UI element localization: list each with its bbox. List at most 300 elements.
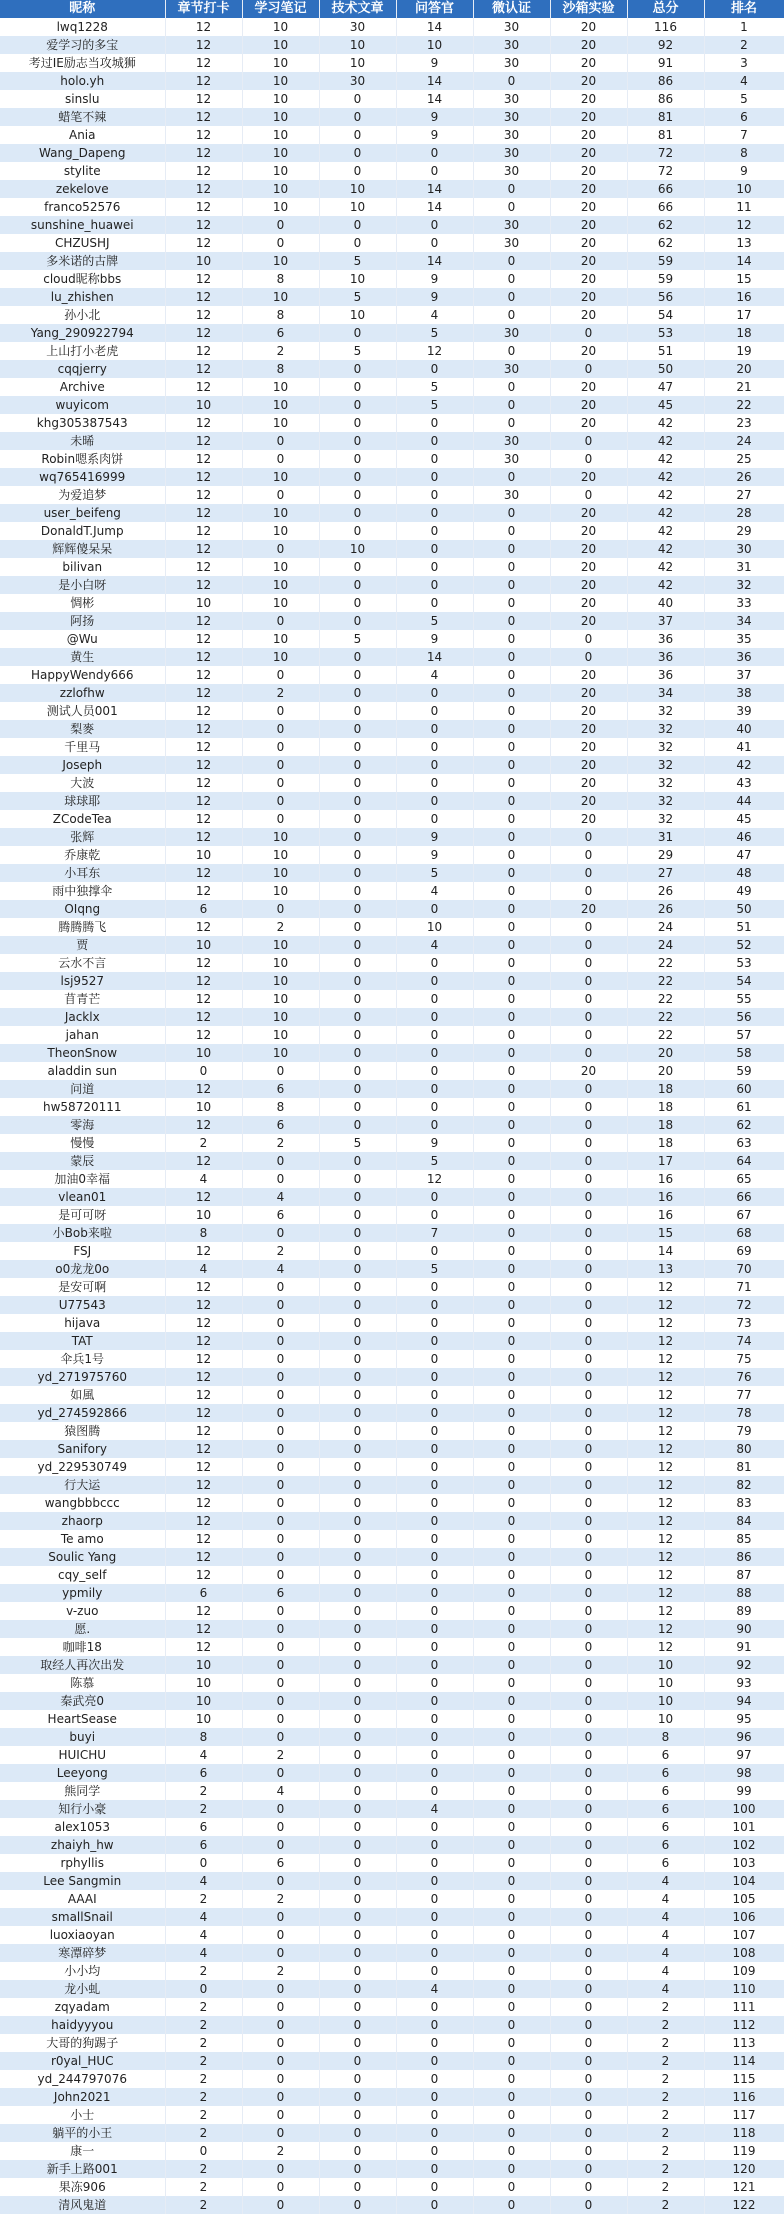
cell-sandbox-lab: 0 xyxy=(550,1098,627,1116)
cell-sandbox-lab: 20 xyxy=(550,774,627,792)
cell-qa-officer: 0 xyxy=(396,234,473,252)
cell-tech-articles: 0 xyxy=(319,774,396,792)
cell-nickname: ypmily xyxy=(0,1584,165,1602)
cell-study-notes: 0 xyxy=(242,756,319,774)
cell-qa-officer: 0 xyxy=(396,1620,473,1638)
cell-qa-officer: 9 xyxy=(396,126,473,144)
cell-nickname: HUICHU xyxy=(0,1746,165,1764)
cell-sandbox-lab: 20 xyxy=(550,522,627,540)
cell-chapter-checkin: 12 xyxy=(165,918,242,936)
cell-sandbox-lab: 0 xyxy=(550,1800,627,1818)
cell-tech-articles: 0 xyxy=(319,1638,396,1656)
cell-tech-articles: 0 xyxy=(319,882,396,900)
cell-total-score: 14 xyxy=(627,1242,704,1260)
table-row xyxy=(0,1314,784,1332)
cell-tech-articles: 0 xyxy=(319,1314,396,1332)
cell-chapter-checkin: 4 xyxy=(165,1908,242,1926)
cell-nickname: aladdin sun xyxy=(0,1062,165,1080)
cell-chapter-checkin: 10 xyxy=(165,846,242,864)
cell-qa-officer: 14 xyxy=(396,90,473,108)
cell-chapter-checkin: 2 xyxy=(165,1998,242,2016)
cell-total-score: 36 xyxy=(627,666,704,684)
table-row xyxy=(0,2196,784,2214)
table-row xyxy=(0,666,784,684)
cell-nickname: 云水不言 xyxy=(0,954,165,972)
cell-nickname: rphyllis xyxy=(0,1854,165,1872)
cell-qa-officer: 0 xyxy=(396,1692,473,1710)
cell-chapter-checkin: 12 xyxy=(165,1404,242,1422)
cell-nickname: 张辉 xyxy=(0,828,165,846)
table-row xyxy=(0,1998,784,2016)
cell-micro-certification: 30 xyxy=(473,144,550,162)
cell-sandbox-lab: 0 xyxy=(550,1278,627,1296)
cell-total-score: 4 xyxy=(627,1944,704,1962)
table-row xyxy=(0,1278,784,1296)
cell-nickname: zhaiyh_hw xyxy=(0,1836,165,1854)
cell-chapter-checkin: 12 xyxy=(165,36,242,54)
cell-sandbox-lab: 0 xyxy=(550,1134,627,1152)
cell-micro-certification: 0 xyxy=(473,1980,550,1998)
cell-tech-articles: 5 xyxy=(319,252,396,270)
cell-sandbox-lab: 20 xyxy=(550,792,627,810)
cell-rank: 67 xyxy=(704,1206,784,1224)
cell-micro-certification: 0 xyxy=(473,396,550,414)
cell-qa-officer: 12 xyxy=(396,342,473,360)
cell-study-notes: 0 xyxy=(242,1224,319,1242)
cell-rank: 122 xyxy=(704,2196,784,2214)
cell-tech-articles: 0 xyxy=(319,972,396,990)
cell-tech-articles: 0 xyxy=(319,90,396,108)
cell-qa-officer: 0 xyxy=(396,1062,473,1080)
cell-nickname: lsj9527 xyxy=(0,972,165,990)
cell-qa-officer: 0 xyxy=(396,2196,473,2214)
cell-sandbox-lab: 0 xyxy=(550,1998,627,2016)
cell-study-notes: 10 xyxy=(242,198,319,216)
cell-total-score: 72 xyxy=(627,162,704,180)
cell-nickname: zqyadam xyxy=(0,1998,165,2016)
cell-nickname: 慢慢 xyxy=(0,1134,165,1152)
cell-chapter-checkin: 12 xyxy=(165,198,242,216)
cell-qa-officer: 9 xyxy=(396,828,473,846)
cell-tech-articles: 0 xyxy=(319,108,396,126)
table-row xyxy=(0,54,784,72)
cell-study-notes: 0 xyxy=(242,2070,319,2088)
cell-study-notes: 0 xyxy=(242,2034,319,2052)
cell-total-score: 72 xyxy=(627,144,704,162)
cell-tech-articles: 0 xyxy=(319,1008,396,1026)
cell-qa-officer: 0 xyxy=(396,1818,473,1836)
cell-qa-officer: 0 xyxy=(396,774,473,792)
cell-sandbox-lab: 20 xyxy=(550,1062,627,1080)
cell-rank: 80 xyxy=(704,1440,784,1458)
cell-chapter-checkin: 2 xyxy=(165,1782,242,1800)
cell-rank: 23 xyxy=(704,414,784,432)
cell-total-score: 2 xyxy=(627,2070,704,2088)
cell-study-notes: 10 xyxy=(242,1026,319,1044)
cell-sandbox-lab: 0 xyxy=(550,1962,627,1980)
cell-rank: 4 xyxy=(704,72,784,90)
cell-qa-officer: 0 xyxy=(396,1278,473,1296)
cell-rank: 43 xyxy=(704,774,784,792)
cell-qa-officer: 5 xyxy=(396,864,473,882)
cell-micro-certification: 0 xyxy=(473,900,550,918)
cell-total-score: 10 xyxy=(627,1674,704,1692)
cell-micro-certification: 0 xyxy=(473,1530,550,1548)
cell-qa-officer: 0 xyxy=(396,1026,473,1044)
cell-rank: 116 xyxy=(704,2088,784,2106)
cell-tech-articles: 0 xyxy=(319,1710,396,1728)
table-row xyxy=(0,1692,784,1710)
cell-chapter-checkin: 10 xyxy=(165,1206,242,1224)
cell-micro-certification: 0 xyxy=(473,1710,550,1728)
table-row xyxy=(0,414,784,432)
cell-rank: 56 xyxy=(704,1008,784,1026)
cell-micro-certification: 0 xyxy=(473,684,550,702)
cell-total-score: 32 xyxy=(627,810,704,828)
table-row xyxy=(0,1260,784,1278)
cell-micro-certification: 0 xyxy=(473,828,550,846)
cell-nickname: FSJ xyxy=(0,1242,165,1260)
cell-rank: 82 xyxy=(704,1476,784,1494)
cell-nickname: v-zuo xyxy=(0,1602,165,1620)
cell-rank: 115 xyxy=(704,2070,784,2088)
cell-total-score: 4 xyxy=(627,1926,704,1944)
cell-qa-officer: 9 xyxy=(396,630,473,648)
cell-micro-certification: 0 xyxy=(473,504,550,522)
cell-sandbox-lab: 0 xyxy=(550,1044,627,1062)
cell-chapter-checkin: 12 xyxy=(165,1116,242,1134)
cell-total-score: 13 xyxy=(627,1260,704,1278)
cell-chapter-checkin: 12 xyxy=(165,1278,242,1296)
cell-study-notes: 0 xyxy=(242,900,319,918)
cell-study-notes: 10 xyxy=(242,1008,319,1026)
cell-tech-articles: 0 xyxy=(319,1548,396,1566)
cell-sandbox-lab: 20 xyxy=(550,288,627,306)
cell-rank: 29 xyxy=(704,522,784,540)
cell-study-notes: 0 xyxy=(242,1872,319,1890)
cell-qa-officer: 0 xyxy=(396,1512,473,1530)
cell-sandbox-lab: 0 xyxy=(550,1206,627,1224)
cell-study-notes: 10 xyxy=(242,990,319,1008)
cell-total-score: 32 xyxy=(627,792,704,810)
cell-qa-officer: 14 xyxy=(396,252,473,270)
cell-chapter-checkin: 12 xyxy=(165,810,242,828)
cell-qa-officer: 0 xyxy=(396,1332,473,1350)
cell-chapter-checkin: 12 xyxy=(165,1026,242,1044)
cell-rank: 35 xyxy=(704,630,784,648)
cell-qa-officer: 0 xyxy=(396,1422,473,1440)
cell-chapter-checkin: 6 xyxy=(165,1818,242,1836)
table-row xyxy=(0,108,784,126)
cell-micro-certification: 0 xyxy=(473,540,550,558)
cell-sandbox-lab: 0 xyxy=(550,1548,627,1566)
cell-tech-articles: 30 xyxy=(319,18,396,36)
cell-sandbox-lab: 0 xyxy=(550,2016,627,2034)
cell-micro-certification: 30 xyxy=(473,108,550,126)
cell-study-notes: 10 xyxy=(242,72,319,90)
cell-micro-certification: 0 xyxy=(473,2088,550,2106)
cell-sandbox-lab: 20 xyxy=(550,252,627,270)
header-chapter-checkin: 章节打卡 xyxy=(165,0,242,18)
cell-rank: 121 xyxy=(704,2178,784,2196)
cell-nickname: smallSnail xyxy=(0,1908,165,1926)
cell-study-notes: 0 xyxy=(242,1728,319,1746)
cell-study-notes: 10 xyxy=(242,936,319,954)
cell-chapter-checkin: 12 xyxy=(165,1242,242,1260)
table-row xyxy=(0,18,784,36)
cell-rank: 87 xyxy=(704,1566,784,1584)
cell-micro-certification: 0 xyxy=(473,2016,550,2034)
cell-study-notes: 0 xyxy=(242,1386,319,1404)
cell-sandbox-lab: 20 xyxy=(550,594,627,612)
cell-micro-certification: 0 xyxy=(473,1638,550,1656)
cell-nickname: 果冻906 xyxy=(0,2178,165,2196)
table-row xyxy=(0,558,784,576)
cell-micro-certification: 0 xyxy=(473,414,550,432)
cell-nickname: 孙小北 xyxy=(0,306,165,324)
cell-sandbox-lab: 0 xyxy=(550,1080,627,1098)
cell-study-notes: 0 xyxy=(242,1530,319,1548)
cell-total-score: 45 xyxy=(627,396,704,414)
cell-chapter-checkin: 12 xyxy=(165,864,242,882)
table-row xyxy=(0,1728,784,1746)
cell-chapter-checkin: 12 xyxy=(165,360,242,378)
table-row xyxy=(0,1782,784,1800)
cell-sandbox-lab: 0 xyxy=(550,1332,627,1350)
cell-tech-articles: 10 xyxy=(319,36,396,54)
cell-sandbox-lab: 0 xyxy=(550,1170,627,1188)
cell-qa-officer: 0 xyxy=(396,558,473,576)
cell-chapter-checkin: 12 xyxy=(165,1476,242,1494)
cell-total-score: 12 xyxy=(627,1638,704,1656)
cell-nickname: Ania xyxy=(0,126,165,144)
cell-nickname: 小士 xyxy=(0,2106,165,2124)
cell-nickname: 取经人再次出发 xyxy=(0,1656,165,1674)
cell-qa-officer: 5 xyxy=(396,324,473,342)
cell-micro-certification: 0 xyxy=(473,2124,550,2142)
cell-chapter-checkin: 12 xyxy=(165,270,242,288)
cell-rank: 110 xyxy=(704,1980,784,1998)
cell-qa-officer: 0 xyxy=(396,1728,473,1746)
table-body xyxy=(0,18,784,2214)
cell-sandbox-lab: 0 xyxy=(550,918,627,936)
cell-micro-certification: 0 xyxy=(473,594,550,612)
table-row xyxy=(0,900,784,918)
cell-total-score: 29 xyxy=(627,846,704,864)
header-sandbox-lab: 沙箱实验 xyxy=(550,0,627,18)
cell-total-score: 26 xyxy=(627,900,704,918)
cell-tech-articles: 0 xyxy=(319,1494,396,1512)
cell-total-score: 86 xyxy=(627,90,704,108)
cell-nickname: bilivan xyxy=(0,558,165,576)
cell-qa-officer: 12 xyxy=(396,1170,473,1188)
cell-nickname: haidyyyou xyxy=(0,2016,165,2034)
cell-nickname: 蒙辰 xyxy=(0,1152,165,1170)
cell-total-score: 12 xyxy=(627,1296,704,1314)
cell-total-score: 12 xyxy=(627,1314,704,1332)
cell-sandbox-lab: 20 xyxy=(550,54,627,72)
cell-nickname: zhaorp xyxy=(0,1512,165,1530)
cell-qa-officer: 0 xyxy=(396,1674,473,1692)
cell-tech-articles: 0 xyxy=(319,432,396,450)
cell-total-score: 4 xyxy=(627,1980,704,1998)
cell-nickname: 考过IE励志当攻城狮 xyxy=(0,54,165,72)
table-row xyxy=(0,1152,784,1170)
cell-rank: 120 xyxy=(704,2160,784,2178)
cell-chapter-checkin: 0 xyxy=(165,1062,242,1080)
cell-qa-officer: 0 xyxy=(396,1368,473,1386)
cell-chapter-checkin: 10 xyxy=(165,1674,242,1692)
cell-total-score: 42 xyxy=(627,468,704,486)
cell-tech-articles: 0 xyxy=(319,1656,396,1674)
cell-tech-articles: 0 xyxy=(319,1332,396,1350)
cell-nickname: OIqng xyxy=(0,900,165,918)
cell-qa-officer: 0 xyxy=(396,1386,473,1404)
cell-tech-articles: 0 xyxy=(319,2088,396,2106)
cell-sandbox-lab: 20 xyxy=(550,378,627,396)
cell-total-score: 12 xyxy=(627,1422,704,1440)
cell-study-notes: 10 xyxy=(242,594,319,612)
cell-nickname: 问道 xyxy=(0,1080,165,1098)
cell-nickname: 是安可啊 xyxy=(0,1278,165,1296)
cell-sandbox-lab: 20 xyxy=(550,738,627,756)
cell-qa-officer: 0 xyxy=(396,1854,473,1872)
cell-rank: 84 xyxy=(704,1512,784,1530)
table-row xyxy=(0,1656,784,1674)
cell-qa-officer: 5 xyxy=(396,1152,473,1170)
cell-study-notes: 2 xyxy=(242,1242,319,1260)
cell-micro-certification: 0 xyxy=(473,1368,550,1386)
cell-tech-articles: 0 xyxy=(319,1890,396,1908)
cell-chapter-checkin: 8 xyxy=(165,1224,242,1242)
cell-study-notes: 0 xyxy=(242,810,319,828)
table-row xyxy=(0,198,784,216)
table-row xyxy=(0,360,784,378)
cell-study-notes: 6 xyxy=(242,1116,319,1134)
cell-sandbox-lab: 0 xyxy=(550,1710,627,1728)
cell-qa-officer: 0 xyxy=(396,450,473,468)
cell-qa-officer: 9 xyxy=(396,270,473,288)
cell-nickname: buyi xyxy=(0,1728,165,1746)
cell-tech-articles: 0 xyxy=(319,1170,396,1188)
cell-chapter-checkin: 12 xyxy=(165,1386,242,1404)
cell-sandbox-lab: 0 xyxy=(550,1116,627,1134)
cell-nickname: Jacklx xyxy=(0,1008,165,1026)
cell-micro-certification: 0 xyxy=(473,1584,550,1602)
table-row xyxy=(0,72,784,90)
cell-micro-certification: 0 xyxy=(473,252,550,270)
cell-micro-certification: 0 xyxy=(473,1656,550,1674)
cell-rank: 30 xyxy=(704,540,784,558)
cell-sandbox-lab: 0 xyxy=(550,1782,627,1800)
cell-total-score: 12 xyxy=(627,1530,704,1548)
cell-nickname: 熊同学 xyxy=(0,1782,165,1800)
cell-micro-certification: 0 xyxy=(473,1008,550,1026)
cell-sandbox-lab: 20 xyxy=(550,396,627,414)
cell-qa-officer: 0 xyxy=(396,1350,473,1368)
cell-total-score: 24 xyxy=(627,918,704,936)
cell-sandbox-lab: 20 xyxy=(550,198,627,216)
cell-sandbox-lab: 0 xyxy=(550,1440,627,1458)
table-row xyxy=(0,216,784,234)
cell-tech-articles: 0 xyxy=(319,1872,396,1890)
cell-tech-articles: 30 xyxy=(319,72,396,90)
cell-tech-articles: 0 xyxy=(319,1746,396,1764)
cell-tech-articles: 0 xyxy=(319,1080,396,1098)
cell-total-score: 36 xyxy=(627,648,704,666)
cell-total-score: 12 xyxy=(627,1548,704,1566)
cell-tech-articles: 0 xyxy=(319,522,396,540)
cell-study-notes: 10 xyxy=(242,1044,319,1062)
cell-qa-officer: 0 xyxy=(396,1116,473,1134)
cell-sandbox-lab: 0 xyxy=(550,2070,627,2088)
cell-nickname: 腾腾腾飞 xyxy=(0,918,165,936)
table-row xyxy=(0,522,784,540)
cell-study-notes: 10 xyxy=(242,972,319,990)
cell-tech-articles: 0 xyxy=(319,1980,396,1998)
cell-micro-certification: 0 xyxy=(473,522,550,540)
cell-sandbox-lab: 0 xyxy=(550,1386,627,1404)
cell-qa-officer: 4 xyxy=(396,1980,473,1998)
cell-nickname: John2021 xyxy=(0,2088,165,2106)
cell-study-notes: 0 xyxy=(242,720,319,738)
cell-study-notes: 0 xyxy=(242,2052,319,2070)
cell-sandbox-lab: 0 xyxy=(550,2124,627,2142)
cell-tech-articles: 0 xyxy=(319,1836,396,1854)
cell-tech-articles: 0 xyxy=(319,1854,396,1872)
cell-tech-articles: 0 xyxy=(319,1026,396,1044)
cell-micro-certification: 0 xyxy=(473,1206,550,1224)
cell-micro-certification: 0 xyxy=(473,2160,550,2178)
cell-total-score: 56 xyxy=(627,288,704,306)
cell-tech-articles: 0 xyxy=(319,1044,396,1062)
cell-rank: 11 xyxy=(704,198,784,216)
cell-tech-articles: 0 xyxy=(319,1350,396,1368)
cell-tech-articles: 0 xyxy=(319,1440,396,1458)
cell-nickname: lwq1228 xyxy=(0,18,165,36)
cell-sandbox-lab: 0 xyxy=(550,1674,627,1692)
cell-total-score: 2 xyxy=(627,2196,704,2214)
cell-rank: 39 xyxy=(704,702,784,720)
table-row xyxy=(0,36,784,54)
header-rank: 排名 xyxy=(704,0,784,18)
cell-study-notes: 10 xyxy=(242,54,319,72)
cell-nickname: Robin嗯系肉饼 xyxy=(0,450,165,468)
cell-total-score: 81 xyxy=(627,126,704,144)
table-row xyxy=(0,2052,784,2070)
cell-nickname: 零海 xyxy=(0,1116,165,1134)
cell-chapter-checkin: 12 xyxy=(165,1080,242,1098)
cell-chapter-checkin: 6 xyxy=(165,1584,242,1602)
cell-study-notes: 10 xyxy=(242,846,319,864)
cell-nickname: 康一 xyxy=(0,2142,165,2160)
cell-study-notes: 0 xyxy=(242,1944,319,1962)
cell-total-score: 10 xyxy=(627,1710,704,1728)
cell-sandbox-lab: 0 xyxy=(550,1980,627,1998)
cell-qa-officer: 0 xyxy=(396,1602,473,1620)
cell-micro-certification: 0 xyxy=(473,1242,550,1260)
cell-micro-certification: 0 xyxy=(473,1800,550,1818)
cell-micro-certification: 0 xyxy=(473,954,550,972)
cell-chapter-checkin: 12 xyxy=(165,324,242,342)
cell-total-score: 6 xyxy=(627,1764,704,1782)
cell-total-score: 62 xyxy=(627,216,704,234)
table-row xyxy=(0,864,784,882)
cell-qa-officer: 14 xyxy=(396,180,473,198)
table-row xyxy=(0,810,784,828)
cell-chapter-checkin: 12 xyxy=(165,702,242,720)
cell-tech-articles: 0 xyxy=(319,2196,396,2214)
